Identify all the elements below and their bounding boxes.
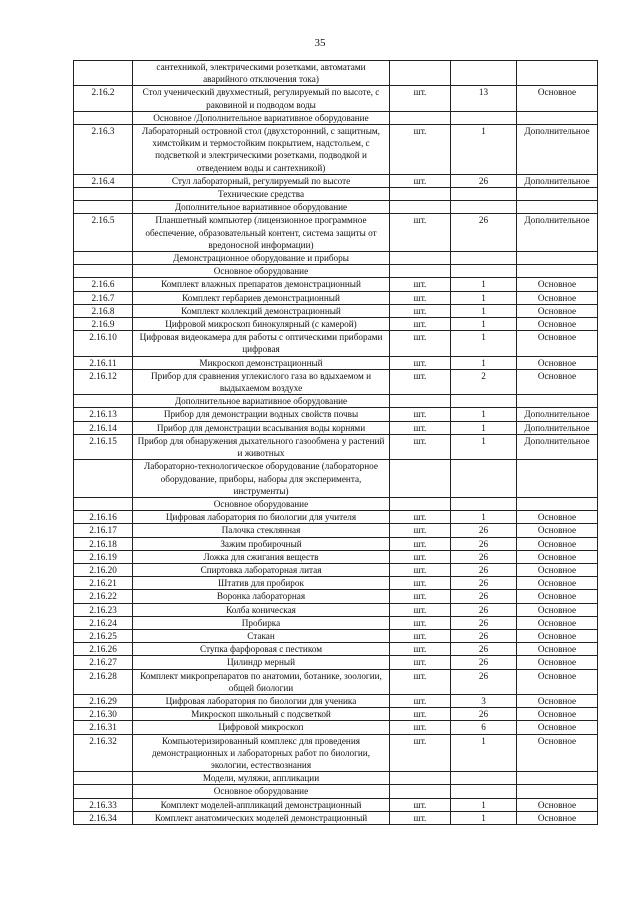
item-unit: шт. (390, 318, 451, 331)
table-row (74, 798, 598, 811)
item-type: Основное (517, 669, 598, 694)
empty-cell (74, 395, 133, 408)
item-quantity: 3 (451, 694, 517, 707)
item-quantity: 1 (451, 356, 517, 369)
item-name: Пробирка (133, 616, 390, 629)
item-quantity: 26 (451, 577, 517, 590)
table-row (74, 537, 598, 550)
item-type: Дополнительное (517, 421, 598, 434)
empty-cell (517, 772, 598, 785)
empty-cell (74, 497, 133, 510)
item-unit: шт. (390, 331, 451, 356)
item-number: 2.16.26 (74, 643, 133, 656)
empty-cell (390, 265, 451, 278)
empty-cell (74, 252, 133, 265)
section-row (74, 395, 598, 408)
item-unit: шт. (390, 214, 451, 252)
table-row (74, 331, 598, 356)
item-quantity: 2 (451, 369, 517, 394)
item-name: Комплект влажных препаратов демонстрационный (133, 278, 390, 291)
table-row (74, 61, 598, 86)
item-name: Стул лабораторный, регулируемый по высоте (133, 174, 390, 187)
item-type: Основное (517, 721, 598, 734)
empty-cell (451, 460, 517, 498)
empty-cell (451, 772, 517, 785)
item-name: Прибор для демонстрации всасывания воды корнями (133, 421, 390, 434)
empty-cell (517, 201, 598, 214)
item-quantity: 26 (451, 616, 517, 629)
item-type: Основное (517, 550, 598, 563)
item-name: Цифровая видеокамера для работы с оптическими приборами цифровая (133, 331, 390, 356)
item-number: 2.16.3 (74, 125, 133, 175)
item-quantity: 1 (451, 318, 517, 331)
item-quantity: 26 (451, 603, 517, 616)
item-number: 2.16.8 (74, 304, 133, 317)
section-heading: Основное оборудование (133, 265, 390, 278)
item-type: Основное (517, 318, 598, 331)
section-heading: Основное оборудование (133, 497, 390, 510)
table-row (74, 603, 598, 616)
table-row (74, 656, 598, 669)
item-name: Микроскоп демонстрационный (133, 356, 390, 369)
item-unit: шт. (390, 798, 451, 811)
item-quantity: 6 (451, 721, 517, 734)
item-unit: шт. (390, 434, 451, 459)
item-name: Комплект коллекций демонстрационный (133, 304, 390, 317)
item-number: 2.16.27 (74, 656, 133, 669)
item-unit: шт. (390, 356, 451, 369)
item-name: Цифровой микроскоп (133, 721, 390, 734)
item-quantity: 26 (451, 669, 517, 694)
item-type: Основное (517, 524, 598, 537)
item-quantity: 1 (451, 304, 517, 317)
empty-cell (517, 395, 598, 408)
empty-cell (517, 497, 598, 510)
item-name: Прибор для сравнения углекислого газа во вдыхаемом и выдыхаемом воздухе (133, 369, 390, 394)
item-name: Цилиндр мерный (133, 656, 390, 669)
table-row (74, 721, 598, 734)
table-row (74, 669, 598, 694)
item-number: 2.16.33 (74, 798, 133, 811)
item-unit (390, 61, 451, 86)
item-quantity: 26 (451, 708, 517, 721)
item-type: Основное (517, 656, 598, 669)
item-type: Дополнительное (517, 125, 598, 175)
item-name: Цифровой микроскоп бинокулярный (с камерой) (133, 318, 390, 331)
table-row (74, 214, 598, 252)
item-unit: шт. (390, 524, 451, 537)
section-heading: Технические средства (133, 188, 390, 201)
section-heading: Лабораторно-технологическое оборудование (лабораторное оборудование, приборы, наборы для эксперимента, инструменты) (133, 460, 390, 498)
empty-cell (74, 785, 133, 798)
empty-cell (451, 497, 517, 510)
item-type: Основное (517, 86, 598, 111)
item-name: Комплект микропрепаратов по анатомии, ботанике, зоологии, общей биологии (133, 669, 390, 694)
item-quantity: 1 (451, 331, 517, 356)
item-number: 2.16.5 (74, 214, 133, 252)
table-row (74, 304, 598, 317)
item-number: 2.16.7 (74, 291, 133, 304)
equipment-table (73, 60, 598, 825)
table-row (74, 318, 598, 331)
item-name: Воронка лабораторная (133, 590, 390, 603)
item-unit: шт. (390, 125, 451, 175)
item-unit: шт. (390, 734, 451, 772)
item-name: Планшетный компьютер (лицензионное программное обеспечение, образовательный контент, система защиты от вредоносной информации) (133, 214, 390, 252)
table-row (74, 577, 598, 590)
item-number: 2.16.24 (74, 616, 133, 629)
section-row (74, 201, 598, 214)
section-row (74, 460, 598, 498)
item-quantity: 26 (451, 656, 517, 669)
item-name: Палочка стеклянная (133, 524, 390, 537)
item-unit: шт. (390, 86, 451, 111)
section-row (74, 188, 598, 201)
item-name: Компьютеризированный комплекс для проведения демонстрационных и лабораторных работ по биологии, экологии, естествознания (133, 734, 390, 772)
item-unit: шт. (390, 577, 451, 590)
item-type: Основное (517, 537, 598, 550)
item-number: 2.16.31 (74, 721, 133, 734)
table-row (74, 643, 598, 656)
table-row (74, 421, 598, 434)
item-unit: шт. (390, 291, 451, 304)
item-quantity: 26 (451, 629, 517, 642)
empty-cell (390, 111, 451, 124)
item-number: 2.16.22 (74, 590, 133, 603)
empty-cell (517, 460, 598, 498)
item-quantity: 26 (451, 524, 517, 537)
empty-cell (74, 188, 133, 201)
item-number: 2.16.13 (74, 408, 133, 421)
empty-cell (517, 785, 598, 798)
item-unit: шт. (390, 408, 451, 421)
item-type: Основное (517, 734, 598, 772)
item-quantity: 1 (451, 291, 517, 304)
item-unit: шт. (390, 537, 451, 550)
item-name: Штатив для пробирок (133, 577, 390, 590)
item-type: Основное (517, 643, 598, 656)
item-unit: шт. (390, 603, 451, 616)
empty-cell (390, 188, 451, 201)
item-name: Спиртовка лабораторная литая (133, 563, 390, 576)
item-unit: шт. (390, 369, 451, 394)
section-row (74, 111, 598, 124)
item-quantity: 1 (451, 811, 517, 824)
item-type: Основное (517, 694, 598, 707)
table-row (74, 408, 598, 421)
item-unit: шт. (390, 563, 451, 576)
item-unit: шт. (390, 656, 451, 669)
empty-cell (517, 188, 598, 201)
table-row (74, 734, 598, 772)
section-row (74, 497, 598, 510)
item-name: Комплект моделей-аппликаций демонстрационный (133, 798, 390, 811)
item-type: Основное (517, 708, 598, 721)
item-unit: шт. (390, 174, 451, 187)
empty-cell (451, 785, 517, 798)
item-unit: шт. (390, 616, 451, 629)
empty-cell (517, 252, 598, 265)
item-unit: шт. (390, 694, 451, 707)
item-unit: шт. (390, 511, 451, 524)
item-quantity: 1 (451, 421, 517, 434)
item-type: Основное (517, 304, 598, 317)
empty-cell (451, 201, 517, 214)
item-type: Основное (517, 577, 598, 590)
item-unit: шт. (390, 278, 451, 291)
table-row (74, 434, 598, 459)
item-type: Основное (517, 331, 598, 356)
equipment-table-body (74, 61, 598, 825)
table-row (74, 125, 598, 175)
item-number: 2.16.18 (74, 537, 133, 550)
item-name: Прибор для демонстрации водных свойств почвы (133, 408, 390, 421)
item-name: Цифровая лаборатория по биологии для ученика (133, 694, 390, 707)
table-row (74, 291, 598, 304)
item-quantity: 1 (451, 278, 517, 291)
item-name: Прибор для обнаружения дыхательного газообмена у растений и животных (133, 434, 390, 459)
item-quantity: 1 (451, 408, 517, 421)
section-heading: Дополнительное вариативное оборудование (133, 201, 390, 214)
table-row (74, 86, 598, 111)
table-row (74, 563, 598, 576)
section-row (74, 265, 598, 278)
item-number: 2.16.30 (74, 708, 133, 721)
empty-cell (74, 265, 133, 278)
empty-cell (74, 201, 133, 214)
item-quantity: 26 (451, 550, 517, 563)
item-quantity: 1 (451, 125, 517, 175)
item-number: 2.16.15 (74, 434, 133, 459)
section-heading: Модели, муляжи, аппликации (133, 772, 390, 785)
item-type: Основное (517, 369, 598, 394)
item-number (74, 61, 133, 86)
item-type: Основное (517, 356, 598, 369)
empty-cell (390, 460, 451, 498)
item-number: 2.16.29 (74, 694, 133, 707)
item-quantity: 26 (451, 174, 517, 187)
empty-cell (451, 265, 517, 278)
item-unit: шт. (390, 590, 451, 603)
item-number: 2.16.34 (74, 811, 133, 824)
table-row (74, 694, 598, 707)
empty-cell (74, 772, 133, 785)
empty-cell (390, 201, 451, 214)
item-type: Основное (517, 291, 598, 304)
item-name: Микроскоп школьный с подсветкой (133, 708, 390, 721)
item-name: Ступка фарфоровая с пестиком (133, 643, 390, 656)
table-row (74, 524, 598, 537)
table-row (74, 708, 598, 721)
item-number: 2.16.32 (74, 734, 133, 772)
empty-cell (451, 111, 517, 124)
item-unit: шт. (390, 708, 451, 721)
item-name: Зажим пробирочный (133, 537, 390, 550)
section-heading: Основное оборудование (133, 785, 390, 798)
item-quantity: 1 (451, 798, 517, 811)
item-unit: шт. (390, 304, 451, 317)
item-number: 2.16.9 (74, 318, 133, 331)
item-type: Основное (517, 616, 598, 629)
empty-cell (74, 111, 133, 124)
table-row (74, 616, 598, 629)
item-unit: шт. (390, 721, 451, 734)
item-number: 2.16.12 (74, 369, 133, 394)
item-number: 2.16.16 (74, 511, 133, 524)
table-row (74, 811, 598, 824)
item-type: Основное (517, 629, 598, 642)
item-number: 2.16.6 (74, 278, 133, 291)
item-name: сантехникой, электрическими розетками, автоматами аварийного отключения тока) (133, 61, 390, 86)
item-quantity: 26 (451, 537, 517, 550)
table-row (74, 590, 598, 603)
item-type: Дополнительное (517, 434, 598, 459)
item-type: Основное (517, 603, 598, 616)
item-number: 2.16.14 (74, 421, 133, 434)
table-row (74, 174, 598, 187)
section-heading: Дополнительное вариативное оборудование (133, 395, 390, 408)
empty-cell (390, 497, 451, 510)
empty-cell (517, 265, 598, 278)
item-quantity (451, 61, 517, 86)
table-row (74, 278, 598, 291)
item-name: Комплект гербариев демонстрационный (133, 291, 390, 304)
item-number: 2.16.21 (74, 577, 133, 590)
item-unit: шт. (390, 643, 451, 656)
item-number: 2.16.4 (74, 174, 133, 187)
item-type: Дополнительное (517, 408, 598, 421)
item-unit: шт. (390, 669, 451, 694)
item-number: 2.16.23 (74, 603, 133, 616)
item-number: 2.16.25 (74, 629, 133, 642)
item-type: Дополнительное (517, 214, 598, 252)
item-quantity: 26 (451, 590, 517, 603)
table-row (74, 356, 598, 369)
item-number: 2.16.10 (74, 331, 133, 356)
item-name: Ложка для сжигания веществ (133, 550, 390, 563)
empty-cell (451, 252, 517, 265)
table-row (74, 369, 598, 394)
item-quantity: 26 (451, 563, 517, 576)
empty-cell (451, 188, 517, 201)
item-name: Лабораторный островной стол (двухсторонний, с защитным, химстойким и термостойким покрытием, надстольем, с подсветкой и электрическими розетками, подводкой и отведением воды и сантехникой) (133, 125, 390, 175)
item-quantity: 26 (451, 214, 517, 252)
section-row (74, 785, 598, 798)
item-quantity: 13 (451, 86, 517, 111)
empty-cell (390, 772, 451, 785)
item-name: Комплект анатомических моделей демонстрационный (133, 811, 390, 824)
empty-cell (390, 785, 451, 798)
item-type: Основное (517, 590, 598, 603)
item-number: 2.16.28 (74, 669, 133, 694)
item-type: Дополнительное (517, 174, 598, 187)
item-type (517, 61, 598, 86)
item-unit: шт. (390, 629, 451, 642)
item-number: 2.16.17 (74, 524, 133, 537)
table-row (74, 550, 598, 563)
item-name: Колба коническая (133, 603, 390, 616)
item-name: Стол ученический двухместный, регулируемый по высоте, с раковиной и подводом воды (133, 86, 390, 111)
section-heading: Основное /Дополнительное вариативное оборудование (133, 111, 390, 124)
item-type: Основное (517, 798, 598, 811)
section-heading: Демонстрационное оборудование и приборы (133, 252, 390, 265)
empty-cell (451, 395, 517, 408)
item-name: Стакан (133, 629, 390, 642)
empty-cell (390, 252, 451, 265)
section-row (74, 252, 598, 265)
item-number: 2.16.2 (74, 86, 133, 111)
item-type: Основное (517, 811, 598, 824)
page-number: 35 (314, 37, 326, 49)
item-unit: шт. (390, 421, 451, 434)
empty-cell (74, 460, 133, 498)
item-type: Основное (517, 278, 598, 291)
item-quantity: 1 (451, 734, 517, 772)
item-number: 2.16.11 (74, 356, 133, 369)
empty-cell (390, 395, 451, 408)
table-row (74, 629, 598, 642)
section-row (74, 772, 598, 785)
table-row (74, 511, 598, 524)
item-number: 2.16.20 (74, 563, 133, 576)
item-unit: шт. (390, 811, 451, 824)
item-type: Основное (517, 563, 598, 576)
item-quantity: 1 (451, 434, 517, 459)
empty-cell (517, 111, 598, 124)
item-quantity: 26 (451, 643, 517, 656)
item-type: Основное (517, 511, 598, 524)
item-unit: шт. (390, 550, 451, 563)
item-number: 2.16.19 (74, 550, 133, 563)
item-quantity: 1 (451, 511, 517, 524)
item-name: Цифровая лаборатория по биологии для учителя (133, 511, 390, 524)
